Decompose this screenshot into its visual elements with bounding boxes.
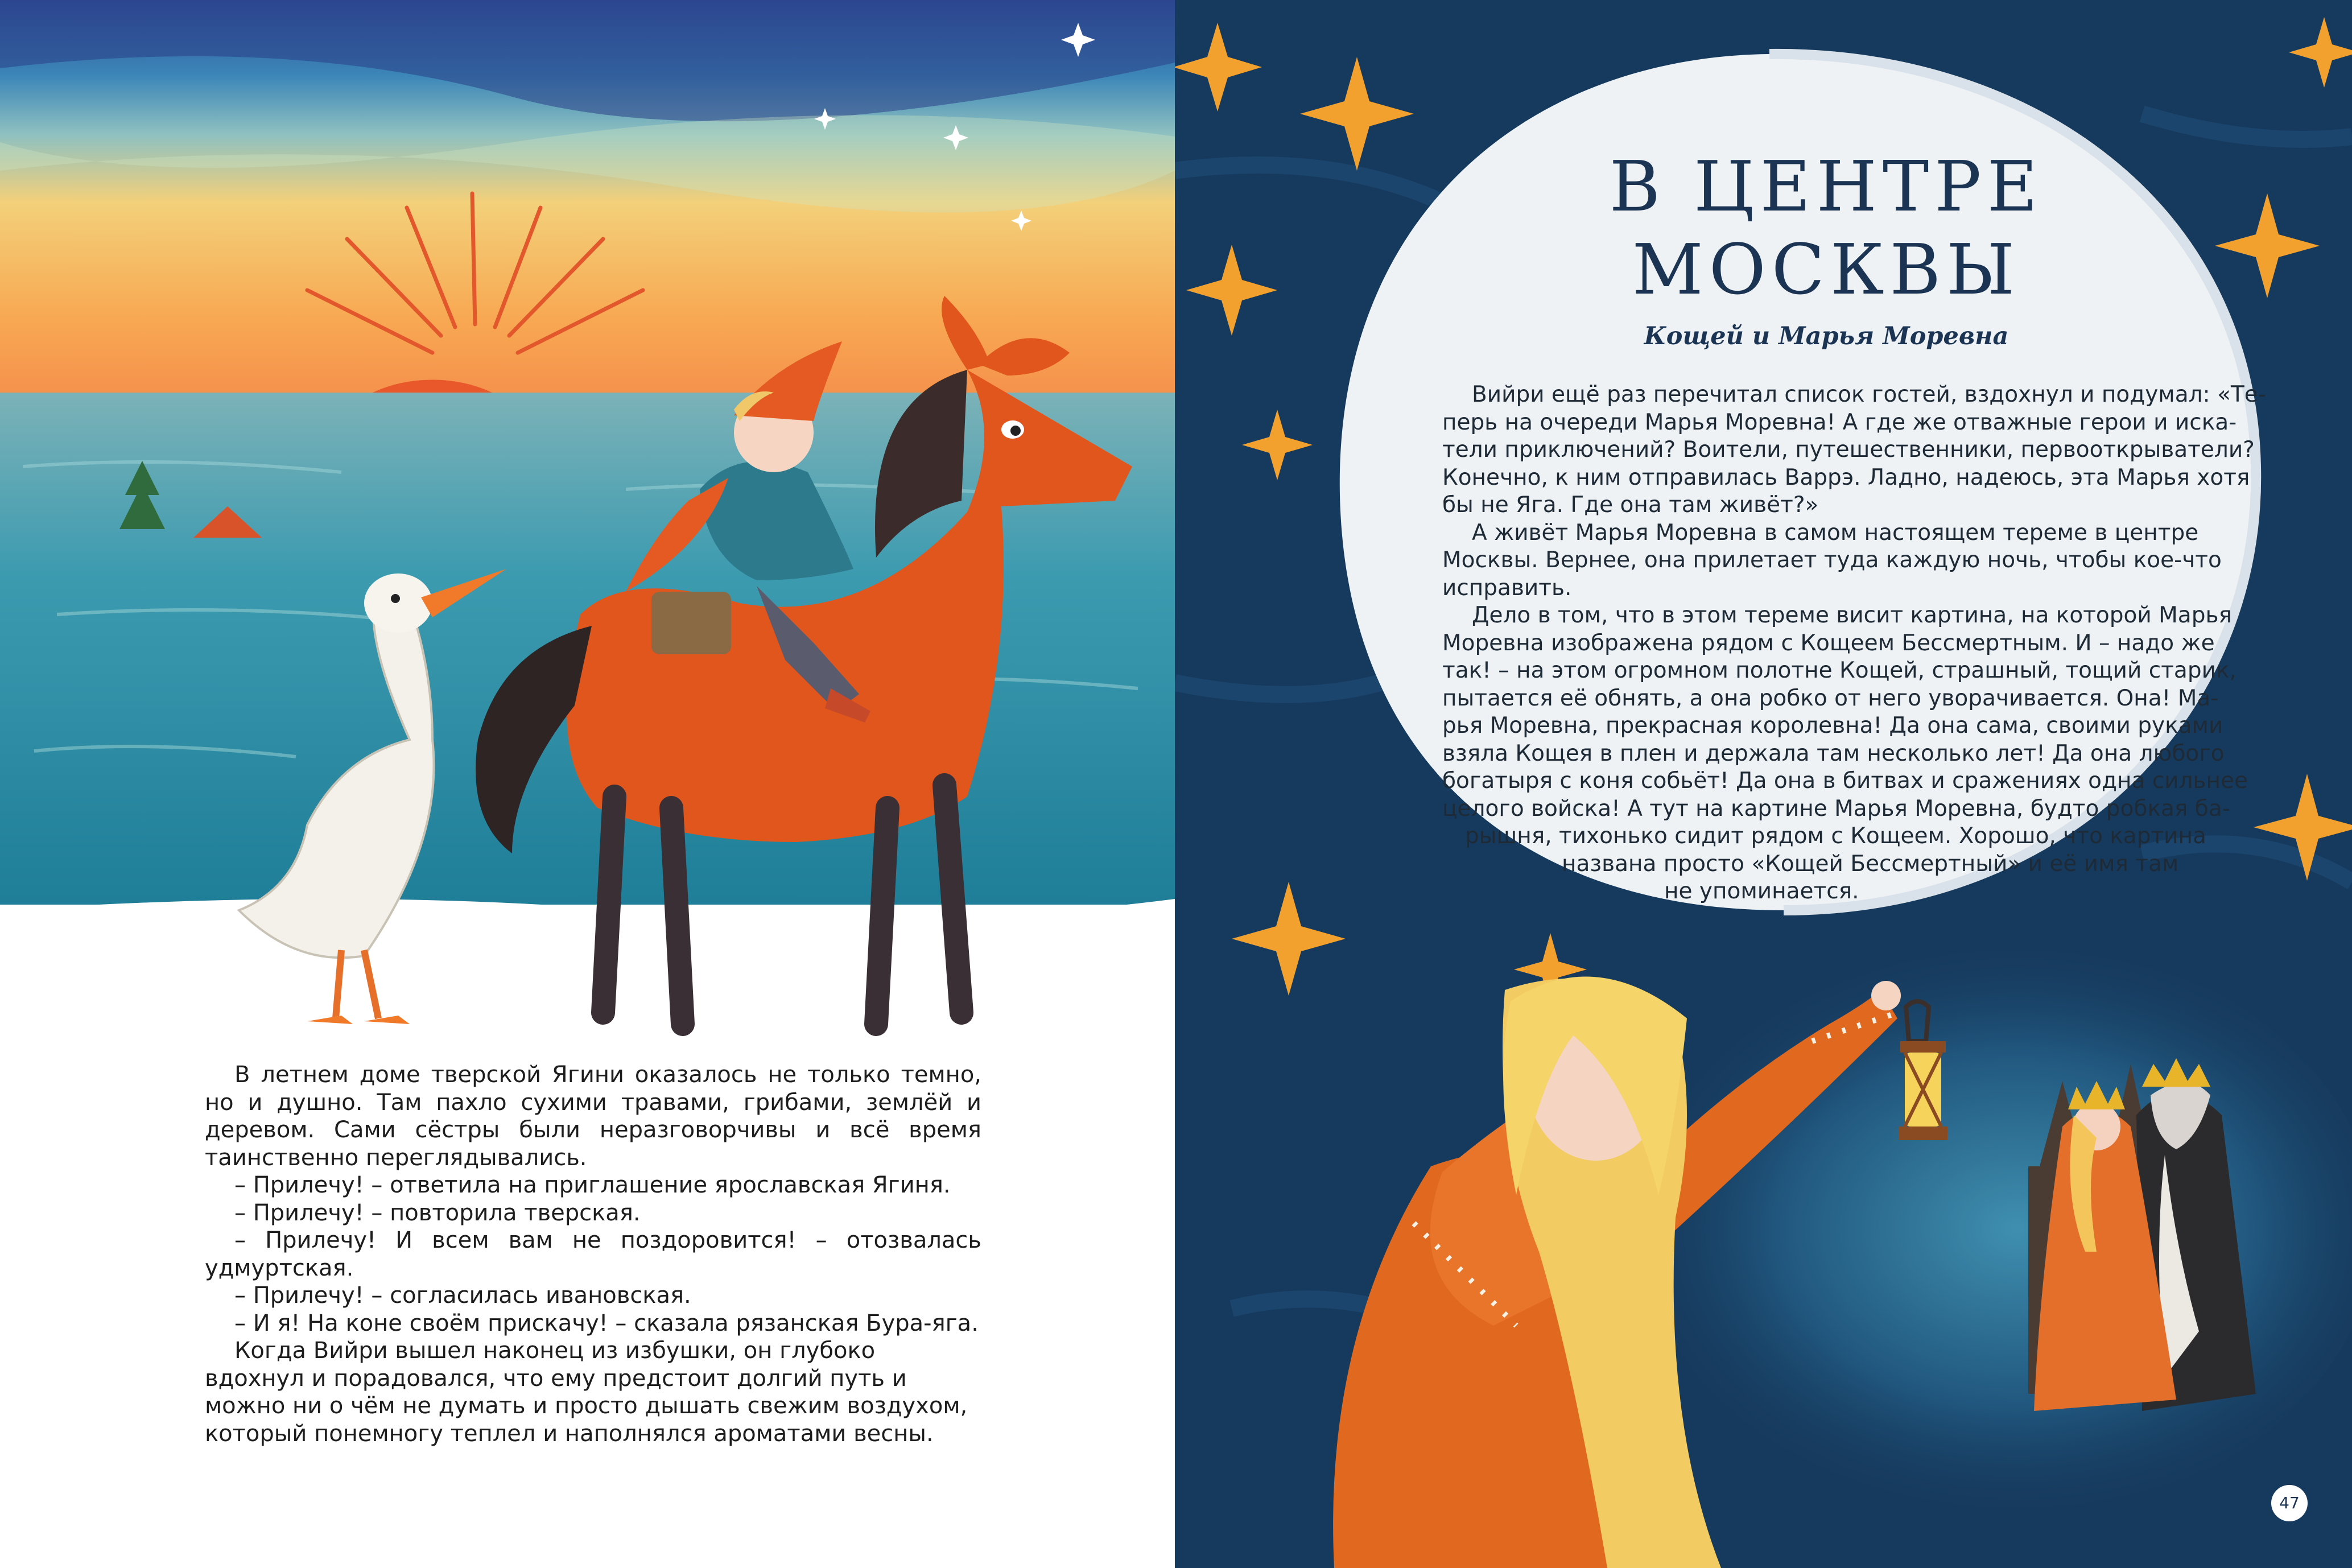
text-line: целого войска! А тут на картине Марья Моревна, будто робкая ба- (1442, 795, 2230, 822)
paragraph: – Прилечу! И всем вам не поздоровится! – отозвалась удмуртская. (205, 1227, 981, 1281)
paragraph: В летнем доме тверской Ягини оказалось не только темно, но и душно. Там пахло сухими травами, грибами, землёй и деревом. Сами сёстры были неразговорчивы и всё время таинственно переглядывались. (205, 1062, 981, 1171)
text-line: Вийри ещё раз перечитал список гостей, вздохнул и подумал: «Те- (1472, 382, 2266, 407)
text-line: исправить. (1442, 575, 1572, 601)
paragraph: Когда Вийри вышел наконец из избушки, он глубоко вдохнул и порадовался, что ему предстоит долгий путь и можно ни о чём не думать и просто дышать свежим воздухом, который понемногу теплел и наполнялся ароматами весны. (205, 1338, 968, 1447)
title-line-2: МОСКВЫ (1632, 229, 2021, 310)
text-line: Москвы. Вернее, она прилетает туда каждую ночь, чтобы кое-что (1442, 547, 2222, 573)
text-line: рышня, тихонько сидит рядом с Кощеем. Хорошо, что картина (1465, 823, 2206, 849)
paragraph: – Прилечу! – повторила тверская. (234, 1199, 641, 1226)
title-line-1: В ЦЕНТРЕ (1609, 146, 2044, 227)
text-line: так! – на этом огромном полотне Кощей, страшный, тощий старик, (1442, 658, 2237, 683)
text-line: перь на очереди Марья Моревна! А где же отважные герои и иска- (1442, 409, 2237, 435)
lantern-glow (1579, 933, 2352, 1525)
paragraph: – И я! На коне своём прискачу! – сказала рязанская Бура-яга. (234, 1310, 979, 1336)
text-line: богатыря с коня собьёт! Да она в битвах и сражениях одна сильнее (1442, 768, 2248, 794)
text-line: тели приключений? Воители, путешественники, первооткрыватели? (1442, 437, 2255, 463)
right-story-text (1442, 381, 2266, 906)
paragraph: – Прилечу! – согласилась ивановская. (234, 1282, 691, 1309)
snow (0, 899, 1175, 1050)
text-line: Конечно, к ним отправилась Варрэ. Ладно, надеюсь, эта Марья хотя (1442, 464, 2250, 490)
text-line: не упоминается. (1664, 878, 1859, 904)
text-line: пытается её обнять, а она робко от него уворачивается. Она! Ма- (1442, 685, 2219, 711)
paragraph: – Прилечу! – ответила на приглашение ярославская Ягиня. (234, 1172, 951, 1198)
left-page (0, 0, 1175, 1568)
text-line: рья Моревна, прекрасная королевна! Да она сама, своими руками (1442, 713, 2223, 738)
sunset-sea-illustration (0, 0, 1175, 1050)
text-line: Моревна изображена рядом с Кощеем Бессмертным. И – надо же (1442, 630, 2215, 656)
text-line: бы не Яга. Где она там живёт?» (1442, 492, 1819, 518)
text-line: Дело в том, что в этом тереме висит картина, на которой Марья (1472, 603, 2232, 628)
left-story-text (205, 1061, 981, 1447)
text-line: названа просто «Кощей Бессмертный» и её имя там (1562, 851, 2179, 877)
right-page (1175, 0, 2352, 1568)
chapter-subtitle: Кощей и Марья Моревна (1644, 322, 2009, 350)
text-line: А живёт Марья Моревна в самом настоящем тереме в центре (1472, 519, 2199, 546)
chapter-title (1485, 145, 2168, 311)
text-line: взяла Кощея в плен и держала там несколько лет! Да она любого (1442, 740, 2225, 766)
page-number: 47 (2271, 1485, 2308, 1521)
